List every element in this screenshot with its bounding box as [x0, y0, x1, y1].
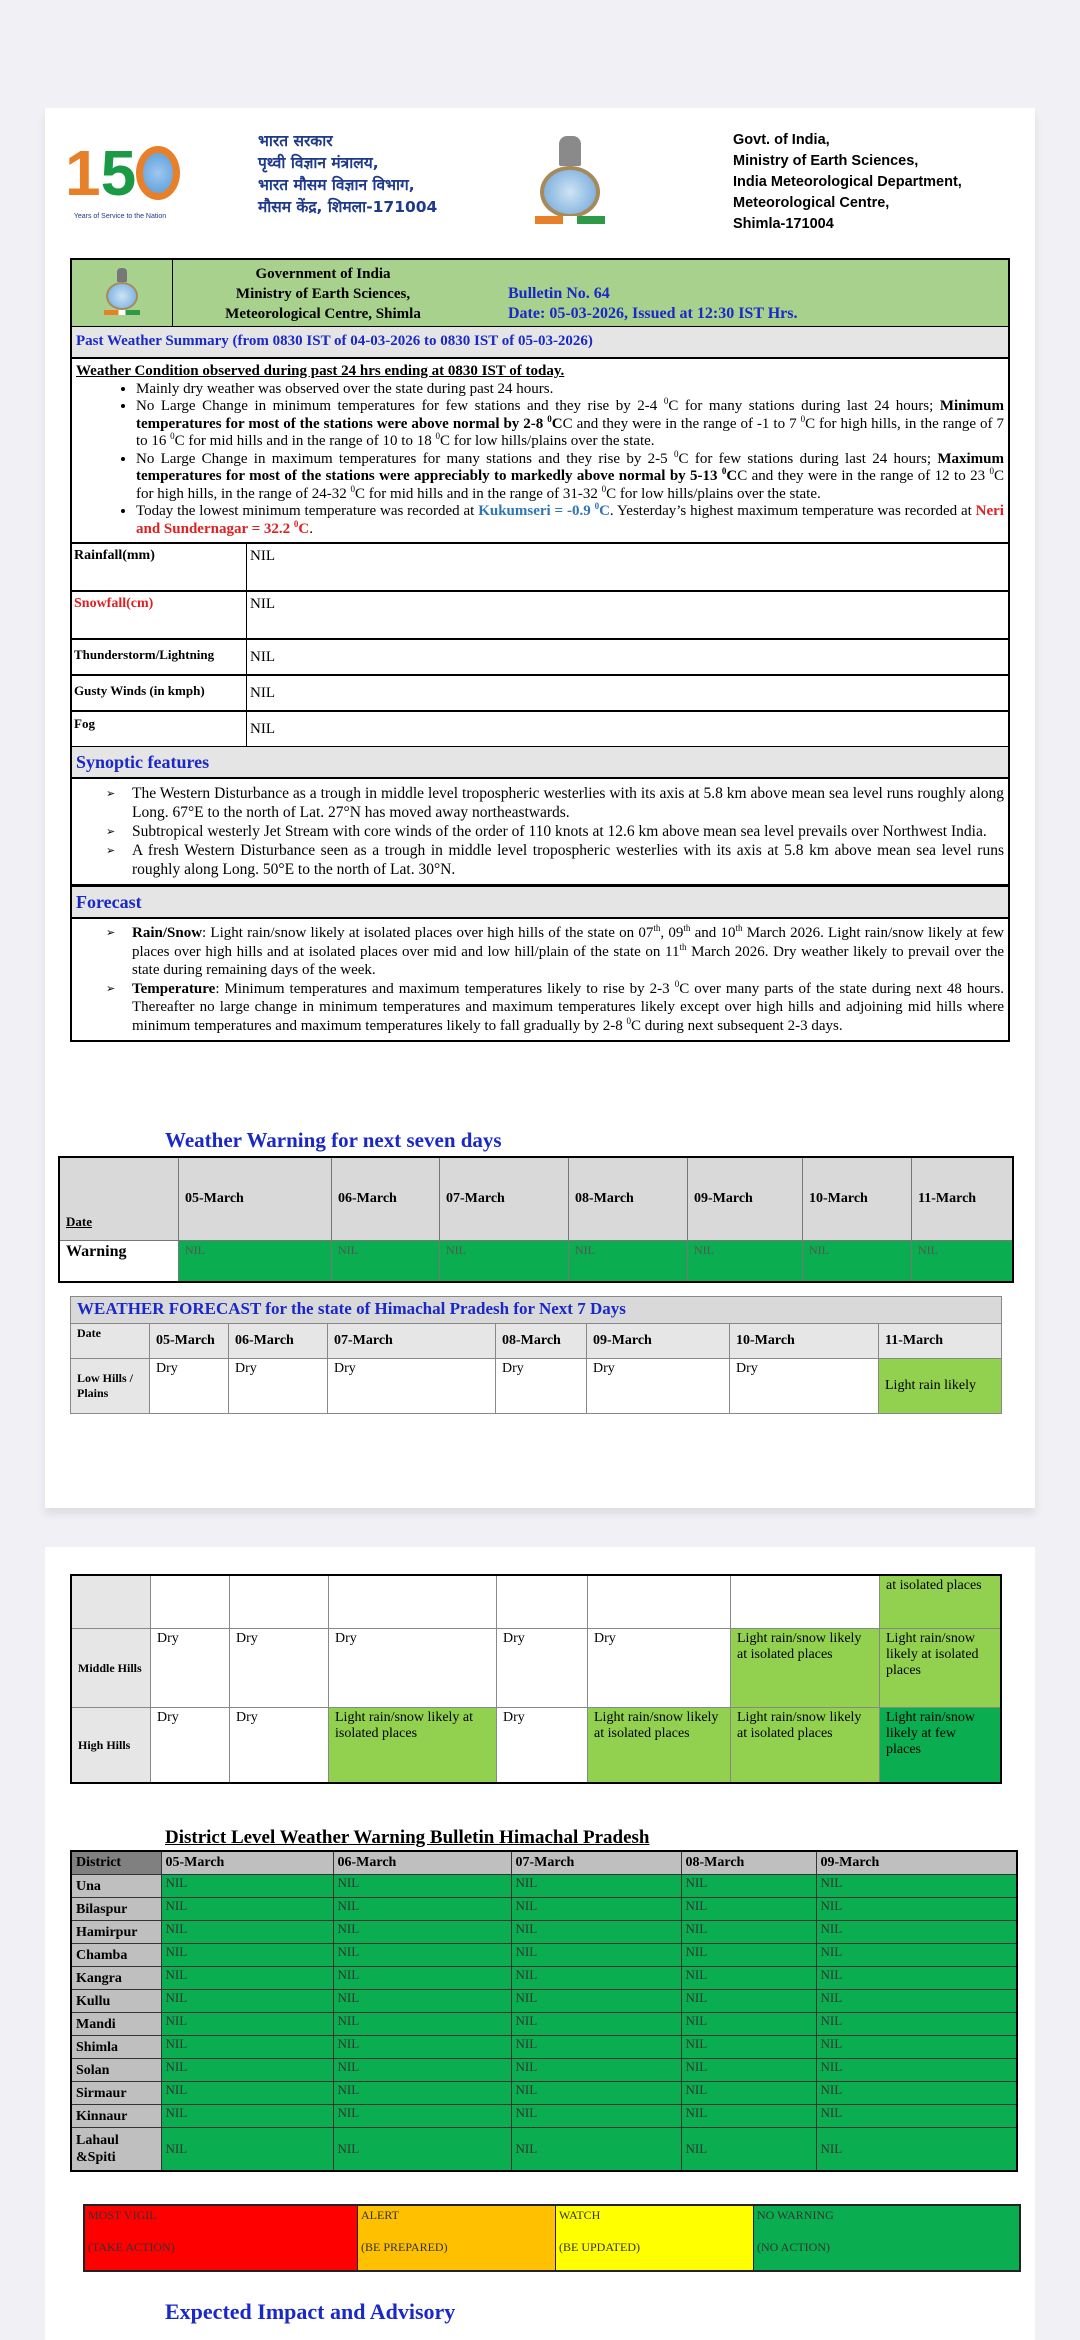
obs-row-thunderstorm: Thunderstorm/Lightning NIL	[72, 640, 1008, 676]
warning-color-legend	[83, 2204, 1021, 2272]
district-warning-cell: NIL	[333, 1967, 511, 1990]
imd-seal-icon	[540, 166, 600, 218]
table-row	[71, 2128, 1017, 2172]
region-label: High Hills	[71, 1708, 151, 1784]
synoptic-list	[72, 779, 1008, 887]
page-sheet-1	[45, 108, 1035, 1508]
warning-cell: NIL	[803, 1241, 912, 1283]
district-warning-cell: NIL	[333, 1875, 511, 1898]
table-row	[71, 1921, 1017, 1944]
district-warning-cell: NIL	[511, 2013, 681, 2036]
district-warning-cell: NIL	[161, 2059, 333, 2082]
forecast-7day-table	[70, 1296, 1002, 1414]
district-name: Sirmaur	[71, 2082, 161, 2105]
bulletin-box	[70, 258, 1010, 1042]
district-warning-cell: NIL	[511, 1990, 681, 2013]
district-warning-cell: NIL	[681, 2105, 816, 2128]
district-warning-cell: NIL	[161, 1990, 333, 2013]
obs-row-snowfall: Snowfall(cm) NIL	[72, 592, 1008, 640]
warning-cell: NIL	[688, 1241, 803, 1283]
district-warning-cell: NIL	[681, 1944, 816, 1967]
hindi-address: भारत सरकार पृथ्वी विज्ञान मंत्रालय, भारत मौसम विज्ञान विभाग, मौसम केंद्र, शिमला-171004	[258, 132, 438, 216]
district-warning-cell: NIL	[816, 1875, 1017, 1898]
synoptic-title: Synoptic features	[72, 747, 1008, 779]
district-warning-cell: NIL	[816, 1944, 1017, 1967]
district-name: Bilaspur	[71, 1898, 161, 1921]
condition-item: • No Large Change in maximum temperatures for many stations and they rise by 2-5 $^0$C for few stations during last 24 hours; Maximum temperatures for most of the stations were appreciably to markedly above normal by 5-13 $^0$CC and they were in the range of 12 to 23 $^0$C for high hills, in the range of 24-32 $^0$C for mid hills and in the range of 31-32 $^0$C for low hills/plains over the state.	[136, 451, 1004, 504]
district-warning-cell: NIL	[816, 2128, 1017, 2172]
imd-emblem-small-icon	[104, 268, 140, 316]
forecast-title: Forecast	[72, 887, 1008, 919]
district-warning-cell: NIL	[161, 1875, 333, 1898]
district-warning-cell: NIL	[816, 2105, 1017, 2128]
district-name: Chamba	[71, 1944, 161, 1967]
ashoka-emblem-icon	[559, 136, 581, 166]
district-name: Kinnaur	[71, 2105, 161, 2128]
legend-most-vigil: MOST VIGIL (TAKE ACTION)	[85, 2206, 358, 2270]
district-warning-cell: NIL	[333, 2082, 511, 2105]
obs-row-fog: Fog NIL	[72, 712, 1008, 747]
legend-watch: WATCH (BE UPDATED)	[556, 2206, 754, 2270]
english-address: Govt. of India, Ministry of Earth Sciences, India Meteorological Department, Meteorological Centre, Shimla-171004	[733, 132, 962, 232]
district-warning-cell: NIL	[333, 1921, 511, 1944]
warning-cell: NIL	[912, 1241, 1014, 1283]
district-warning-cell: NIL	[511, 1875, 681, 1898]
weather-condition-section	[72, 359, 1008, 544]
district-name: Una	[71, 1875, 161, 1898]
warning-cell: NIL	[179, 1241, 332, 1283]
synoptic-item: ➢ A fresh Western Disturbance seen as a trough in middle level tropospheric westerlies with its axis at 5.8 km above mean sea level runs roughly along Long. 50°E to the north of Lat. 30°N.	[132, 841, 1004, 879]
district-warning-cell: NIL	[681, 1921, 816, 1944]
district-warning-cell: NIL	[816, 2036, 1017, 2059]
table-header-row: District 05-March 06-March 07-March 08-March 09-March	[71, 1851, 1017, 1875]
district-warning-cell: NIL	[333, 2128, 511, 2172]
district-warning-cell: NIL	[816, 1990, 1017, 2013]
district-warning-cell: NIL	[161, 2013, 333, 2036]
bulletin-header	[72, 260, 1008, 327]
district-warning-cell: NIL	[161, 1898, 333, 1921]
warning-7day-title: Weather Warning for next seven days	[165, 1128, 502, 1152]
district-warning-cell: NIL	[161, 1944, 333, 1967]
region-label: Middle Hills	[71, 1629, 151, 1708]
imd-150-years-logo: 1 5 Years of Service to the Nation	[65, 138, 175, 230]
imd-seal-ring-icon	[136, 146, 180, 200]
district-name: Solan	[71, 2059, 161, 2082]
forecast-7day-title: WEATHER FORECAST for the state of Himachal Pradesh for Next 7 Days	[71, 1297, 1002, 1324]
district-warning-cell: NIL	[681, 1990, 816, 2013]
district-warning-cell: NIL	[333, 2013, 511, 2036]
table-row: Low Hills / Plains Dry Dry Dry Dry Dry Dry Light rain likely	[71, 1359, 1002, 1414]
district-warning-cell: NIL	[511, 2082, 681, 2105]
legend-alert: ALERT (BE PREPARED)	[358, 2206, 556, 2270]
district-warning-cell: NIL	[816, 1921, 1017, 1944]
district-warning-cell: NIL	[681, 1898, 816, 1921]
district-name: Kullu	[71, 1990, 161, 2013]
district-name: Hamirpur	[71, 1921, 161, 1944]
bulletin-date: Date: 05-03-2026, Issued at 12:30 IST Hrs.	[508, 305, 798, 322]
bulletin-org: Government of India Ministry of Earth Sciences, Meteorological Centre, Shimla	[225, 266, 421, 322]
district-warning-cell: NIL	[816, 1967, 1017, 1990]
table-row	[71, 1875, 1017, 1898]
district-warning-cell: NIL	[333, 2105, 511, 2128]
district-warning-cell: NIL	[161, 2105, 333, 2128]
district-warning-cell: NIL	[511, 2036, 681, 2059]
district-warning-cell: NIL	[681, 2082, 816, 2105]
district-warning-cell: NIL	[681, 1875, 816, 1898]
district-name: Shimla	[71, 2036, 161, 2059]
weather-condition-title: Weather Condition observed during past 24 hrs ending at 0830 IST of today.	[76, 363, 565, 379]
condition-item: • Today the lowest minimum temperature was recorded at Kukumseri = -0.9 $^0$C. Yesterday’s highest maximum temperature was recorded at Neri and Sundernagar = 32.2 $^0$C.	[136, 503, 1004, 538]
table-row	[71, 1898, 1017, 1921]
district-warning-title: District Level Weather Warning Bulletin Himachal Pradesh	[165, 1827, 650, 1848]
district-warning-cell: NIL	[681, 2059, 816, 2082]
district-warning-cell: NIL	[161, 2128, 333, 2172]
district-warning-cell: NIL	[161, 1967, 333, 1990]
table-header-row: Date 05-March 06-March 07-March 08-March 09-March 10-March 11-March	[59, 1157, 1013, 1241]
district-warning-cell: NIL	[511, 2059, 681, 2082]
district-warning-cell: NIL	[681, 2013, 816, 2036]
imd-emblem	[535, 136, 605, 231]
table-row	[71, 1944, 1017, 1967]
obs-row-rainfall: Rainfall(mm) NIL	[72, 544, 1008, 592]
district-warning-cell: NIL	[511, 1967, 681, 1990]
district-warning-cell: NIL	[681, 2128, 816, 2172]
bulletin-number: Bulletin No. 64	[508, 285, 610, 302]
district-warning-cell: NIL	[816, 1898, 1017, 1921]
district-warning-cell: NIL	[333, 1944, 511, 1967]
synoptic-item: ➢ Subtropical westerly Jet Stream with core winds of the order of 110 knots at 12.6 km above mean sea level prevails over Northwest India.	[132, 822, 1004, 841]
obs-row-gusty-winds: Gusty Winds (in kmph) NIL	[72, 676, 1008, 712]
forecast-item-temperature: ➢ Temperature: Minimum temperatures and maximum temperatures likely to rise by 2-3 $^0$C over many parts of the state during next 48 hours. Thereafter no large change in minimum temperatures and maximum temperatures likely except over high hills and adjoining mid hills where minimum temperatures and maximum temperatures likely to fall gradually by 2-8 $^0$C during next subsequent 2-3 days.	[132, 980, 1004, 1036]
district-name: Lahaul &Spiti	[71, 2128, 161, 2172]
district-warning-cell: NIL	[681, 2036, 816, 2059]
district-warning-cell: NIL	[511, 1898, 681, 1921]
table-row	[71, 2013, 1017, 2036]
district-warning-cell: NIL	[333, 1990, 511, 2013]
district-warning-cell: NIL	[816, 2082, 1017, 2105]
table-row	[71, 2082, 1017, 2105]
district-warning-cell: NIL	[333, 1898, 511, 1921]
synoptic-item: ➢ The Western Disturbance as a trough in middle level tropospheric westerlies with its axis at 5.8 km above mean sea level runs roughly along Long. 67°E to the north of Lat. 27°N has moved away northeastwards.	[132, 784, 1004, 822]
warning-cell: NIL	[332, 1241, 440, 1283]
lowest-min-temp: Kukumseri = -0.9	[478, 503, 595, 519]
table-row	[71, 2105, 1017, 2128]
forecast-item-rain-snow: ➢ Rain/Snow: Light rain/snow likely at isolated places over high hills of the state on 07th, 09th and 10th March 2026. Light rain/snow likely at few places over high hills and at isolated places over mid and low hill/plain of the state on 11th March 2026. Dry weather likely to prevail over the state during remaining days of the week.	[132, 924, 1004, 980]
impact-advisory-title: Expected Impact and Advisory	[165, 2299, 456, 2324]
region-label: Low Hills / Plains	[71, 1359, 150, 1414]
table-row: Warning NIL NIL NIL NIL NIL NIL NIL	[59, 1241, 1013, 1283]
condition-item: • Mainly dry weather was observed over the state during past 24 hours.	[136, 381, 1004, 399]
district-warning-cell: NIL	[161, 2082, 333, 2105]
table-row	[71, 1990, 1017, 2013]
page-sheet-2	[45, 1547, 1035, 2340]
district-name: Mandi	[71, 2013, 161, 2036]
table-row	[71, 2036, 1017, 2059]
district-warning-cell: NIL	[161, 2036, 333, 2059]
forecast-list	[72, 919, 1008, 1040]
highest-max-temp: Neri and Sundernagar = 32.2	[136, 503, 1004, 537]
district-warning-table	[70, 1850, 1018, 2172]
condition-item: • No Large Change in minimum temperatures for few stations and they rise by 2-4 $^0$C for many stations during last 24 hours; Minimum temperatures for most of the stations were above normal by 2-8 $^0$CC and they were in the range of -1 to 7 $^0$C for high hills, in the range of 7 to 16 $^0$C for mid hills and in the range of 10 to 18 $^0$C for low hills/plains over the state.	[136, 398, 1004, 451]
district-warning-cell: NIL	[511, 2128, 681, 2172]
warning-cell: NIL	[569, 1241, 688, 1283]
district-warning-cell: NIL	[816, 2059, 1017, 2082]
district-name: Kangra	[71, 1967, 161, 1990]
district-warning-cell: NIL	[511, 1944, 681, 1967]
table-header-row: Date 05-March 06-March 07-March 08-March 09-March 10-March 11-March	[71, 1324, 1002, 1359]
district-warning-cell: NIL	[681, 1967, 816, 1990]
legend-no-warning: NO WARNING (NO ACTION)	[754, 2206, 1019, 2270]
warning-7day-table	[58, 1156, 1014, 1283]
district-warning-cell: NIL	[816, 2013, 1017, 2036]
district-warning-cell: NIL	[511, 2105, 681, 2128]
past-weather-summary-title: Past Weather Summary (from 0830 IST of 04-03-2026 to 0830 IST of 05-03-2026)	[72, 327, 1008, 359]
district-warning-cell: NIL	[161, 1921, 333, 1944]
district-warning-cell: NIL	[333, 2036, 511, 2059]
forecast-7day-table-continued	[70, 1574, 1002, 1784]
table-row	[71, 1967, 1017, 1990]
table-row	[71, 2059, 1017, 2082]
district-warning-cell: NIL	[511, 1921, 681, 1944]
table-row: at isolated places	[71, 1575, 1001, 1629]
logo-caption: Years of Service to the Nation	[73, 213, 167, 220]
district-warning-cell: NIL	[333, 2059, 511, 2082]
warning-cell: NIL	[440, 1241, 569, 1283]
table-row: Middle Hills Dry Dry Dry Dry Dry Light rain/snow likely at isolated places Light rain/snow likely at isolated places	[71, 1629, 1001, 1708]
table-row: High Hills Dry Dry Light rain/snow likely at isolated places Dry Light rain/snow likely at isolated places Light rain/snow likely at isolated places Light rain/snow likely at few places	[71, 1708, 1001, 1784]
